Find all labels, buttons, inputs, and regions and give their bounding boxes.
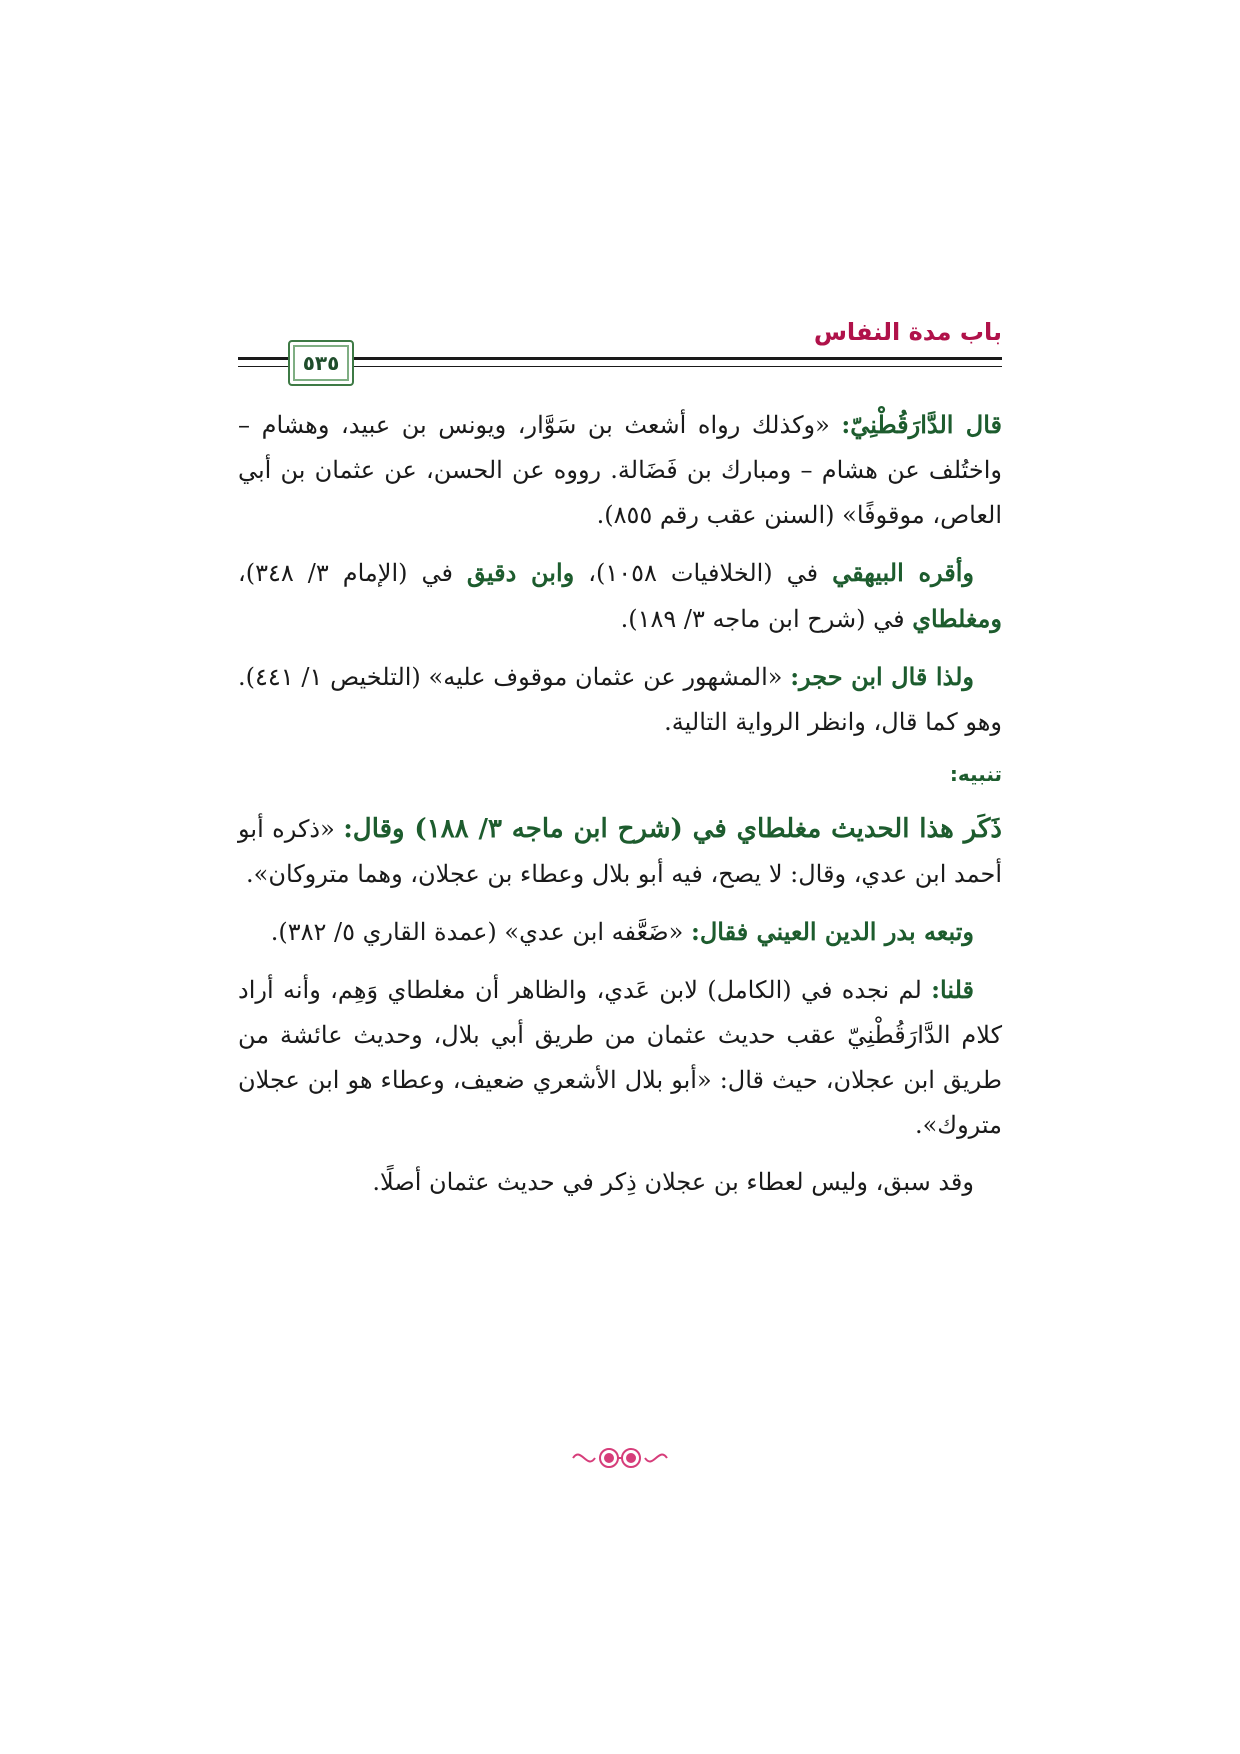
paragraph-bayhaqi	[238, 550, 1002, 642]
speaker-label: قلنا:	[931, 975, 974, 1004]
paragraph-text: «وكذلك رواه أشعث بن سَوَّار، ويونس بن عبيد، وهشام – واختُلف عن هشام – ومبارك بن فَضَالة. رووه عن الحسن، عن عثمان بن أبي العاص، موقوفًا» (السنن عقب رقم ٨٥٥).	[238, 411, 1002, 529]
page-number: ٥٣٥	[302, 351, 340, 375]
speaker-label: ذَكَر هذا الحديث مغلطاي في (شرح ابن ماجه ٣/ ١٨٨) وقال:	[343, 814, 1003, 844]
paragraph-text: «ضَعَّفه ابن عدي» (عمدة القاري ٥/ ٣٨٢).	[270, 918, 691, 946]
speaker-label: وابن دقيق	[466, 558, 575, 587]
paragraph-text: في (الخلافيات ١٠٥٨)،	[574, 559, 833, 587]
paragraph-text: وقد سبق، وليس لعطاء بن عجلان ذِكر في حديث عثمان أصلًا.	[372, 1168, 974, 1196]
paragraph-closing	[238, 1160, 1002, 1205]
chapter-title: باب مدة النفاس	[813, 318, 1002, 346]
speaker-label: ومغلطاي	[912, 604, 1002, 633]
page-body	[238, 402, 1002, 1217]
speaker-label: وأقره البيهقي	[832, 558, 975, 587]
floral-divider-icon	[565, 1438, 675, 1478]
paragraph-text: «ذكره أبو أحمد ابن عدي، وقال: لا يصح، فيه أبو بلال وعطاء بن عجلان، وهما متروكان».	[238, 815, 1002, 888]
page-number-badge	[288, 340, 354, 386]
paragraph-daraqutni	[238, 402, 1002, 538]
paragraph-text: لم نجده في (الكامل) لابن عَدي، والظاهر أن مغلطاي وَهِم، وأنه أراد كلام الدَّارَقُطْنِيّ عقب حديث عثمان من طريق أبي بلال، وحديث عائشة من طريق ابن عجلان، حيث قال: «أبو بلال الأشعري ضعيف، وعطاء هو ابن عجلان متروك».	[238, 976, 1002, 1139]
paragraph-mughaltay	[238, 807, 1002, 897]
paragraph-ibn-hajar	[238, 654, 1002, 745]
paragraph-ayni	[238, 909, 1002, 955]
speaker-label: ولذا قال ابن حجر:	[790, 662, 974, 691]
paragraph-qulna	[238, 967, 1002, 1148]
speaker-label: قال الدَّارَقُطْنِيّ:	[841, 410, 1002, 439]
paragraph-text: في (الإمام ٣/ ٣٤٨)،	[238, 559, 467, 587]
paragraph-text: «المشهور عن عثمان موقوف عليه» (التلخيص ١/ ٤٤١). وهو كما قال، وانظر الرواية التالية.	[238, 663, 1002, 736]
paragraph-text: في (شرح ابن ماجه ٣/ ١٨٩).	[620, 605, 913, 633]
speaker-label: وتبعه بدر الدين العيني فقال:	[690, 917, 974, 946]
note-heading: تنبيه:	[949, 762, 1002, 786]
